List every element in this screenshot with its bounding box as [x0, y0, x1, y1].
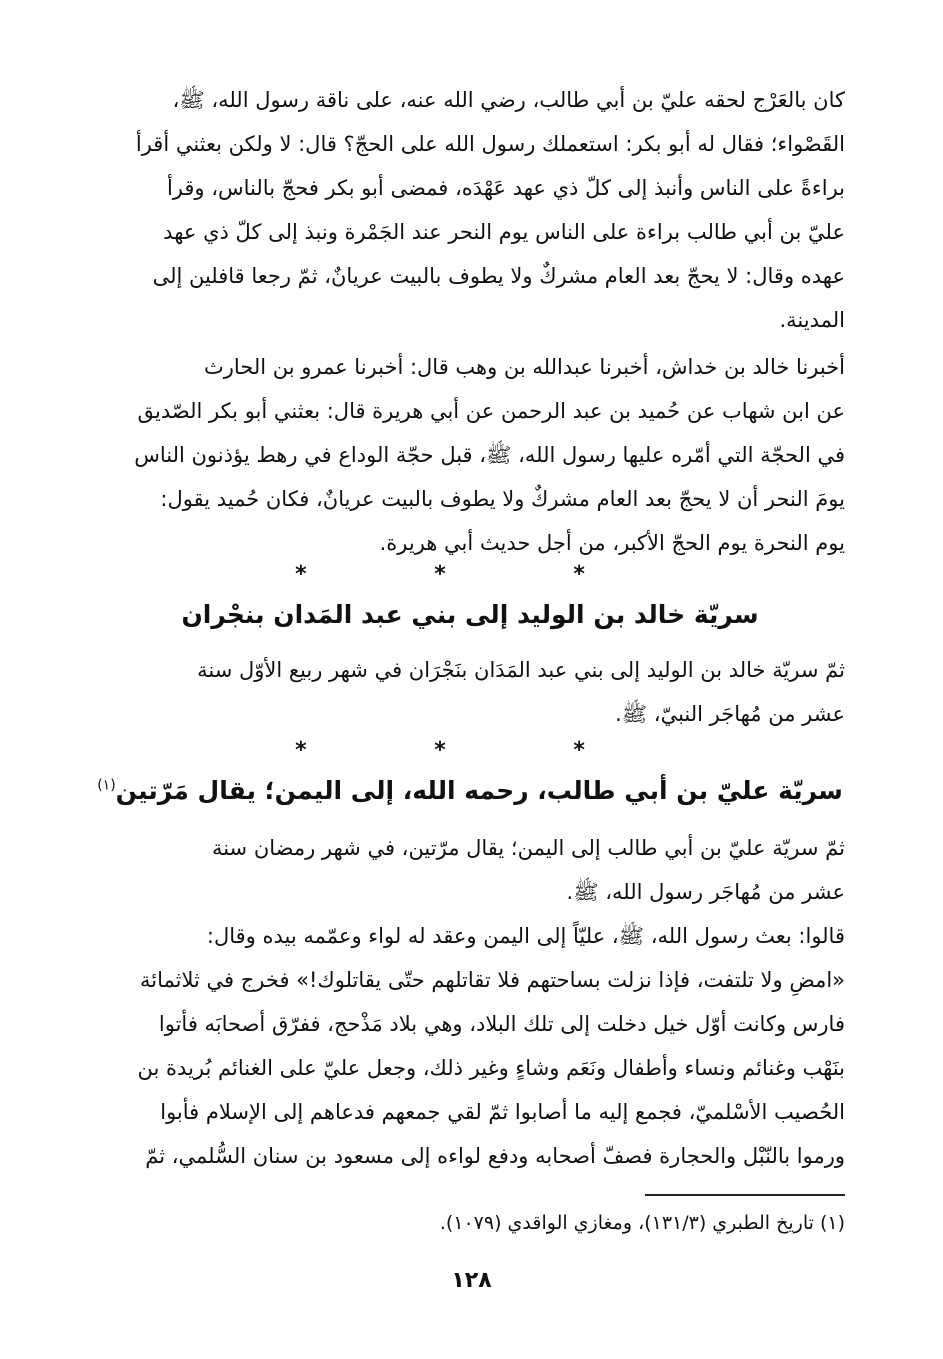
- text-line: ورموا بالنّبْل والحجارة فصفّ أصحابه ودفع لواءه إلى مسعود بن سنان السُّلمي، ثمّ: [145, 1144, 845, 1168]
- footnote-divider: [645, 1194, 845, 1196]
- text-line: يوم النحرة يوم الحجّ الأكبر، من أجل حديث أبي هريرة.: [379, 531, 845, 555]
- text-line: عشر من مُهاجَر رسول الله، ﷺ.: [566, 880, 845, 904]
- text-line: القَصْواء؛ فقال له أبو بكر: استعملك رسول الله على الحجّ؟ قال: لا ولكن بعثني أقرأ: [135, 132, 845, 156]
- text-line: المدينة.: [779, 308, 845, 332]
- paragraph: [95, 78, 845, 342]
- text-line: في الحجّة التي أمّره عليها رسول الله، ﷺ، قبل حجّة الوداع في رهط يؤذنون الناس: [134, 443, 845, 467]
- heading-text: سريّة خالد بن الوليد إلى بني عبد المَدان بنجْران: [181, 600, 759, 629]
- section-separator: * * *: [295, 562, 645, 587]
- paragraph: [95, 648, 845, 736]
- footnote-marker: (١): [97, 777, 116, 794]
- paragraph: [95, 914, 845, 1178]
- text-line: عن ابن شهاب عن حُميد بن عبد الرحمن عن أبي هريرة قال: بعثني أبو بكر الصّديق: [137, 399, 845, 423]
- text-line: براءةً على الناس وأنبذ إلى كلّ ذي عهد عَهْدَه، فمضى أبو بكر فحجّ بالناس، وقرأ: [166, 176, 845, 200]
- text-line: عليّ بن أبي طالب براءة على الناس يوم النحر عند الجَمْرة ونبذ إلى كلّ ذي عهد: [163, 220, 845, 244]
- text-line: الحُصيب الأسْلميّ، فجمع إليه ما أصابوا ثمّ لقي جمعهم فدعاهم إلى الإسلام فأبوا: [160, 1100, 845, 1124]
- text-line: «امضِ ولا تلتفت، فإذا نزلت بساحتهم فلا تقاتلهم حتّى يقاتلوك!» فخرج في ثلاثمائة: [140, 968, 845, 992]
- text-line: عهده وقال: لا يحجّ بعد العام مشركٌ ولا يطوف بالبيت عريانٌ، ثمّ رجعا قافلين إلى: [152, 264, 845, 288]
- paragraph: [95, 826, 845, 914]
- text-line: بنَهْب وغنائم ونساء وأطفال ونَعَم وشاءٍ وغير ذلك، وجعل عليّ على الغنائم بُريدة بن: [137, 1056, 845, 1080]
- heading-text: سريّة عليّ بن أبي طالب، رحمه الله، إلى اليمن؛ يقال مَرّتين: [115, 776, 843, 805]
- text-line: ثمّ سريّة خالد بن الوليد إلى بني عبد المَدَان بنَجْرَان في شهر ربيع الأوّل سنة: [197, 658, 845, 682]
- section-heading: [95, 776, 845, 805]
- section-separator: * * *: [295, 738, 645, 763]
- text-line: أخبرنا خالد بن خداش، أخبرنا عبدالله بن وهب قال: أخبرنا عمرو بن الحارث: [203, 355, 845, 379]
- section-heading: [95, 600, 845, 629]
- text-line: كان بالعَرْج لحقه عليّ بن أبي طالب، رضي الله عنه، على ناقة رسول الله، ﷺ،: [172, 88, 845, 112]
- page-number: ١٢٨: [451, 1268, 492, 1293]
- footnote: (١) تاريخ الطبري (١٣١/٣)، ومغازي الواقدي (١٠٧٩).: [439, 1212, 845, 1234]
- text-line: فارس وكانت أوّل خيل دخلت إلى تلك البلاد، وهي بلاد مَذْحج، ففرّق أصحابَه فأتوا: [158, 1012, 845, 1036]
- text-line: ثمّ سريّة عليّ بن أبي طالب إلى اليمن؛ يقال مرّتين، في شهر رمضان سنة: [211, 836, 845, 860]
- text-line: قالوا: بعث رسول الله، ﷺ، عليّاً إلى اليمن وعقد له لواء وعمّمه بيده وقال:: [206, 924, 845, 948]
- paragraph: [95, 345, 845, 565]
- text-line: عشر من مُهاجَر النبيّ، ﷺ.: [615, 702, 845, 726]
- text-line: يومَ النحر أن لا يحجّ بعد العام مشركٌ ولا يطوف بالبيت عريانٌ، فكان حُميد يقول:: [160, 487, 845, 511]
